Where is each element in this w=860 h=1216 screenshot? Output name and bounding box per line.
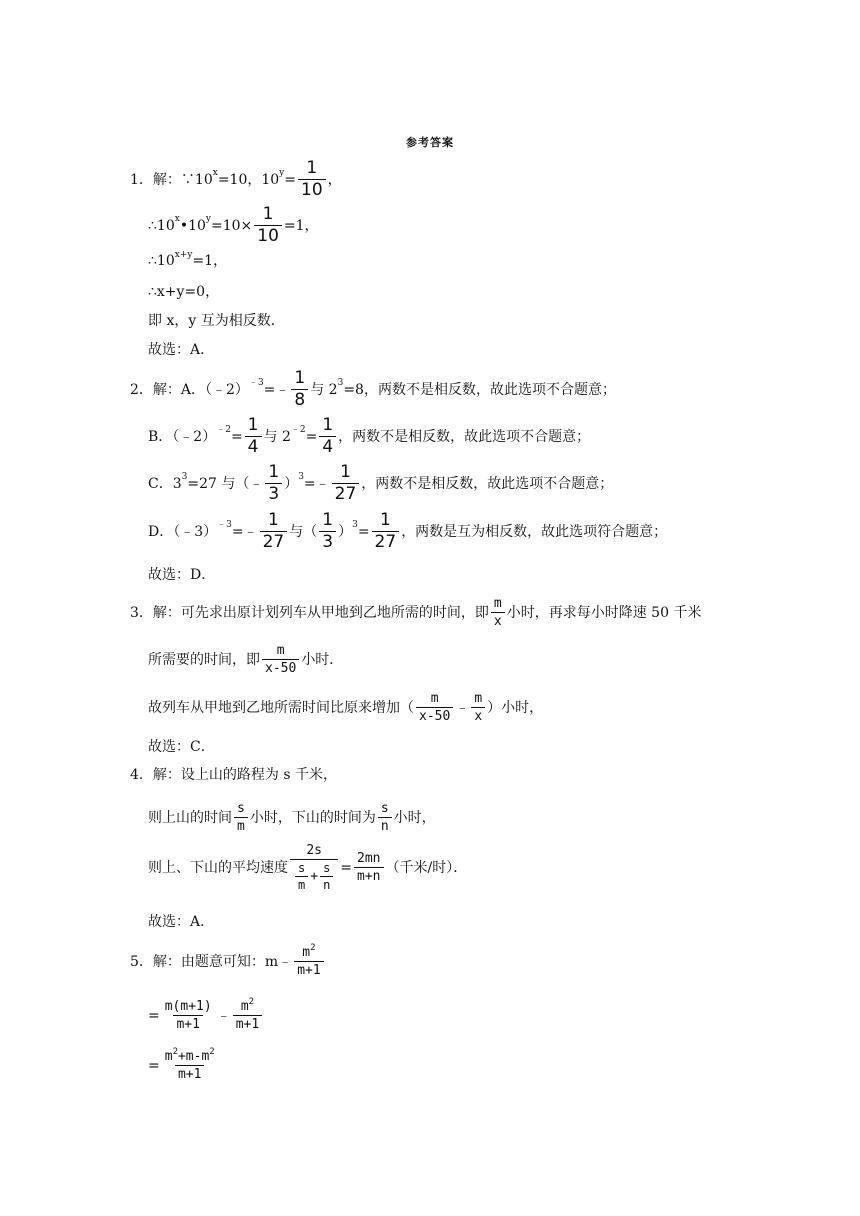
fraction: $\frac{1}{27}$	[332, 464, 360, 503]
p2-option-c: C．3 3 =27 与（﹣ $\frac{1}{3}$ ） 3 =﹣ $\frac{1}{27}$ ，两数不是相反数，故此选项不合题意；	[148, 462, 614, 504]
p1-line3: ∴10 x+y =1，	[148, 249, 228, 269]
p2-option-a: 2．解：A．（﹣2） ﹣3 =﹣ $\frac{1}{8}$ 与 2 3 =8，两数不是相反数，故此选项不合题意；	[130, 368, 616, 410]
p1-line5: 即 x，y 互为相反数．	[148, 313, 285, 329]
p4-answer: 故选：A．	[148, 914, 215, 930]
fraction: $\frac{1}{10}$	[254, 206, 282, 245]
p5-line1: 5．解：由题意可知：m﹣ $\frac{m^2}{m+1}$	[130, 946, 326, 977]
p1-line2: ∴10 x •10 y =10× $\frac{1}{10}$ =1，	[148, 204, 319, 246]
fraction: $\frac{m(m+1)}{m+1}$	[164, 999, 212, 1032]
p4-line2: 则上山的时间 $\frac{s}{m}$ 小时，下山的时间为 $\frac{s}{n}$ 小时，	[148, 801, 436, 834]
p5-line2: = $\frac{m(m+1)}{m+1}$ ﹣ $\frac{m^2}{m+1}$	[148, 1000, 264, 1031]
p1-line1: 1．解：∵10 x =10，10 y = $\frac{1}{10}$ ，	[130, 158, 342, 200]
fraction: $\frac{1}{8}$	[291, 370, 308, 409]
p3-line3: 故列车从甲地到乙地所需时间比原来增加（ $\frac{m}{x-50}$ ﹣ $\frac{m}{x}$ ）小时，	[148, 691, 544, 724]
p5-line3: = $\frac{m^2+m-m^2}{m+1}$	[148, 1050, 220, 1081]
fraction: $\frac{m^2+m-m^2}{m+1}$	[164, 1047, 215, 1082]
fraction: $\frac{s}{m}$	[234, 802, 248, 833]
fraction: $\frac{m}{x-50}$	[416, 692, 453, 723]
fraction: $\frac{1}{27}$	[372, 512, 400, 551]
fraction: $\frac{s}{n}$	[378, 802, 392, 833]
fraction: $\frac{1}{4}$	[319, 417, 336, 456]
p2-answer: 故选：D．	[148, 567, 216, 583]
p3-line1: 3．解：可先求出原计划列车从甲地到乙地所需的时间，即 $\frac{m}{x}$ 小时，再求每小时降速 50 千米	[130, 596, 702, 629]
p2-option-d: D．（﹣3） ﹣3 =﹣ $\frac{1}{27}$ 与（ $\frac{1}{3}$ ） 3 = $\frac{1}{27}$ ，两数是互为相反数，故此选项符合题意；	[148, 510, 668, 552]
fraction: $\frac{2mn}{m+n}$	[354, 852, 383, 883]
p2-option-b: B．（﹣2） ﹣2 = $\frac{1}{4}$ 与 2 ﹣2 = $\frac{1}{4}$ ，两数不是相反数，故此选项不合题意；	[148, 415, 591, 457]
fraction: $\frac{1}{3}$	[319, 512, 336, 551]
p4-line1: 4．解：设上山的路程为 s 千米，	[130, 767, 337, 783]
fraction: $\frac{1}{3}$	[265, 464, 282, 503]
fraction: $\frac{m^2}{m+1}$	[233, 1000, 262, 1031]
fraction: $\frac{1}{4}$	[245, 417, 262, 456]
fraction: $\frac{1}{10}$	[298, 160, 326, 199]
p3-answer: 故选：C．	[148, 739, 215, 755]
p3-line2: 所需要的时间，即 $\frac{m}{x-50}$ 小时．	[148, 643, 344, 676]
fraction: $\frac{m}{x}$	[471, 692, 485, 723]
p4-line3: 则上、下山的平均速度 2s $\frac{s}{m}$ + $\frac{s}{n}$ = $\frac{2mn}{m+n}$ （千米/时）．	[148, 843, 468, 892]
fraction: $\frac{m^2}{m+1}$	[294, 946, 323, 977]
fraction: $\frac{1}{27}$	[260, 512, 288, 551]
p1-answer: 故选：A．	[148, 342, 215, 358]
fraction: $\frac{m}{x-50}$	[262, 644, 299, 675]
complex-fraction: 2s $\frac{s}{m}$ + $\frac{s}{n}$	[290, 844, 338, 891]
p1-line4: ∴x+y=0，	[148, 284, 220, 300]
fraction: $\frac{m}{x}$	[491, 597, 505, 628]
page-title: 参考答案	[406, 136, 454, 149]
